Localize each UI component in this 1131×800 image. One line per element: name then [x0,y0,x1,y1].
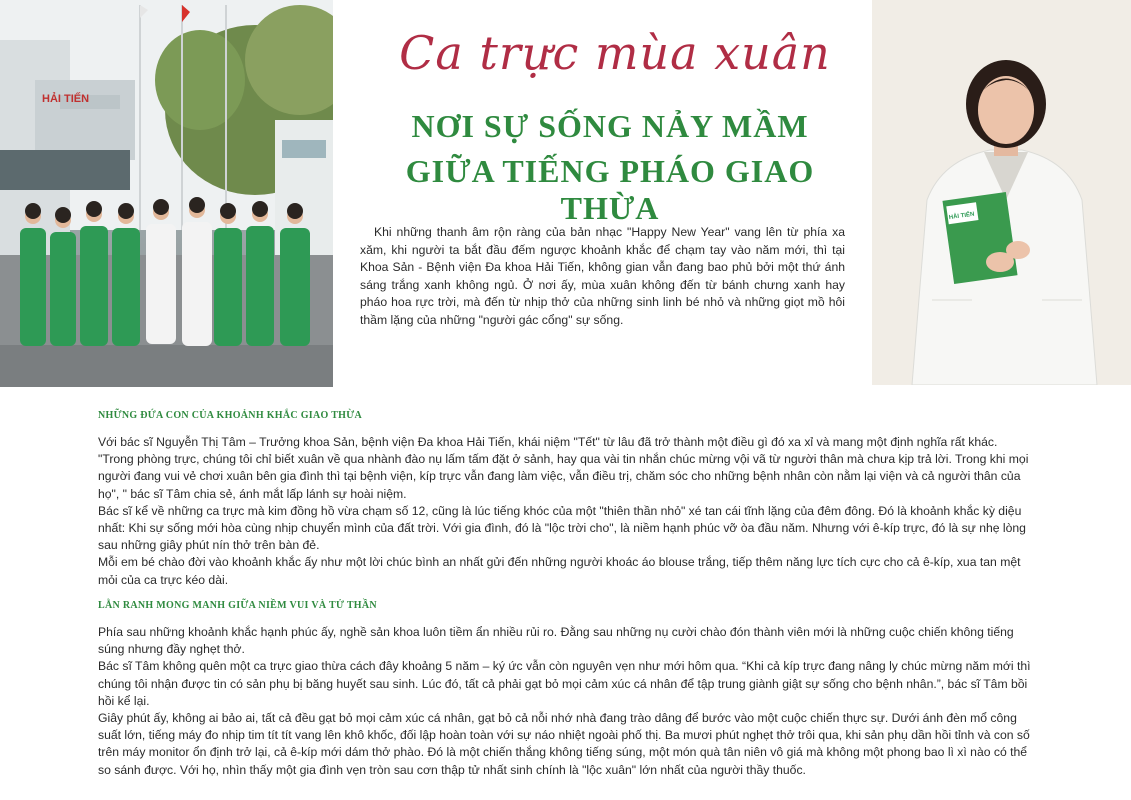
section-2-paragraph: Phía sau những khoảnh khắc hạnh phúc ấy, nghề sản khoa luôn tiềm ẩn nhiều rủi ro. Đằng sau những nụ cười chào đón thành viên mới là những cuộc chiến không tiếng súng nhưng đầy nghẹt thở. [98,625,1014,657]
doctor-portrait-photo [872,0,1131,385]
section-2-paragraph: Giây phút ấy, không ai bảo ai, tất cả đều gạt bỏ mọi cảm xúc cá nhân, gạt bỏ cả nỗi nhớ nhà đang trào dâng để bước vào một cuộc chiến thực sự. Dưới ánh đèn mổ công suất lớn, tiếng máy đo nhịp tim tít tít vang lên khô khốc, đối lập hoàn toàn với sự náo nhiệt ngoài phố thị. Ba mươi phút nghẹt thở trôi qua, khi sản phụ dần hồi tỉnh và con số trên máy monitor ổn định trở lại, cả ê-kíp mới dám thở phào. Đó là một chiến thắng không tiếng súng, một món quà tân niên vô giá mà không một phong bao lì xì nào có thể so sánh được. Với họ, nhìn thấy một gia đình vẹn tròn sau cơn thập tử nhất sinh chính là "lộc xuân" lớn nhất của người thầy thuốc. [98,711,1030,777]
section-2-paragraph: Bác sĩ Tâm không quên một ca trực giao thừa cách đây khoảng 5 năm – ký ức vẫn còn nguyên vẹn như mới hôm qua. “Khi cả kíp trực đang nâng ly chúc mừng năm mới thì chúng tôi nhận được tin có sản phụ bị băng huyết sau sinh. Lúc đó, tất cả phải gạt bỏ mọi cảm xúc cá nhân để tập trung giành giật sự sống cho bệnh nhân.”, bác sĩ Tâm bồi hồi kể lại. [98,659,1031,708]
section-1-body [98,434,1033,589]
section-2-body [98,624,1033,779]
script-title: Ca trực mùa xuân [399,26,831,80]
staff-group-photo [0,0,333,387]
section-1-title: NHỮNG ĐỨA CON CỦA KHOẢNH KHẮC GIAO THỪA [98,410,363,421]
hospital-sign-text: HẢI TIẾN [42,93,90,105]
intro-paragraph: Khi những thanh âm rộn ràng của bản nhạc "Happy New Year" vang lên từ phía xa xăm, khi người ta bắt đầu đếm ngược khoảnh khắc để chạm tay vào năm mới, thì tại Khoa Sản - Bệnh viện Đa khoa Hải Tiến, không gian vẫn đang bao phủ bởi một thứ ánh sáng trắng xanh không ngủ. Ở nơi ấy, mùa xuân không đến từ bánh chưng xanh hay pháo hoa rực trời, mà đến từ nhịp thở của những sinh linh bé nhỏ và những giọt mồ hôi thầm lặng của những "người gác cổng" sự sống. [360,225,845,327]
section-1-paragraph: Bác sĩ kể về những ca trực mà kim đồng hồ vừa chạm số 12, cũng là lúc tiếng khóc của một "thiên thần nhỏ" xé tan cái tĩnh lặng của đêm đông. Đó là khoảnh khắc kỳ diệu nhất: Khi sự sống mới hòa cùng nhịp chuyển mình của đất trời. Với gia đình, đó là "lộc trời cho", là niềm hạnh phúc vỡ òa đầu năm. Nhưng với ê-kíp trực, đó là sự nhẹ lòng sau những giây phút nín thở trên bàn đẻ. [98,503,1026,553]
book-logo-text: HẢI TIẾN [948,211,975,222]
section-2-title: LẰN RANH MONG MANH GIỮA NIỀM VUI VÀ TỬ THẦN [98,600,377,611]
headline-line-2: GIỮA TIẾNG PHÁO GIAO THỪA [405,153,815,226]
section-1-paragraph: Với bác sĩ Nguyễn Thị Tâm – Trưởng khoa Sản, bệnh viện Đa khoa Hải Tiến, khái niệm "Tết" từ lâu đã trở thành một điều gì đó xa xỉ và mang một định nghĩa rất khác. "Trong phòng trực, chúng tôi chỉ biết xuân về qua nhành đào nụ lấm tấm đặt ở sảnh, hay qua vài tin nhắn chúc mừng vội vã từ người thân mà chưa kịp trả lời. Trong khi mọi người đang vui vẻ chơi xuân bên gia đình thì tại bệnh viện, kíp trực vẫn đang làm việc, vẫn điều trị, chăm sóc cho những bệnh nhân còn nằm lại viện và cả người thân của họ", " bác sĩ Tâm chia sẻ, ánh mắt lấp lánh sự hoài niệm. [98,435,1029,501]
section-1-paragraph: Mỗi em bé chào đời vào khoảnh khắc ấy như một lời chúc bình an nhất gửi đến những người khoác áo blouse trắng, tiếp thêm năng lực tích cực cho cả ê-kíp, xua tan mệt mỏi của ca trực kéo dài. [98,555,1021,587]
headline-line-1: NƠI SỰ SỐNG NẢY MẦM [411,108,809,144]
